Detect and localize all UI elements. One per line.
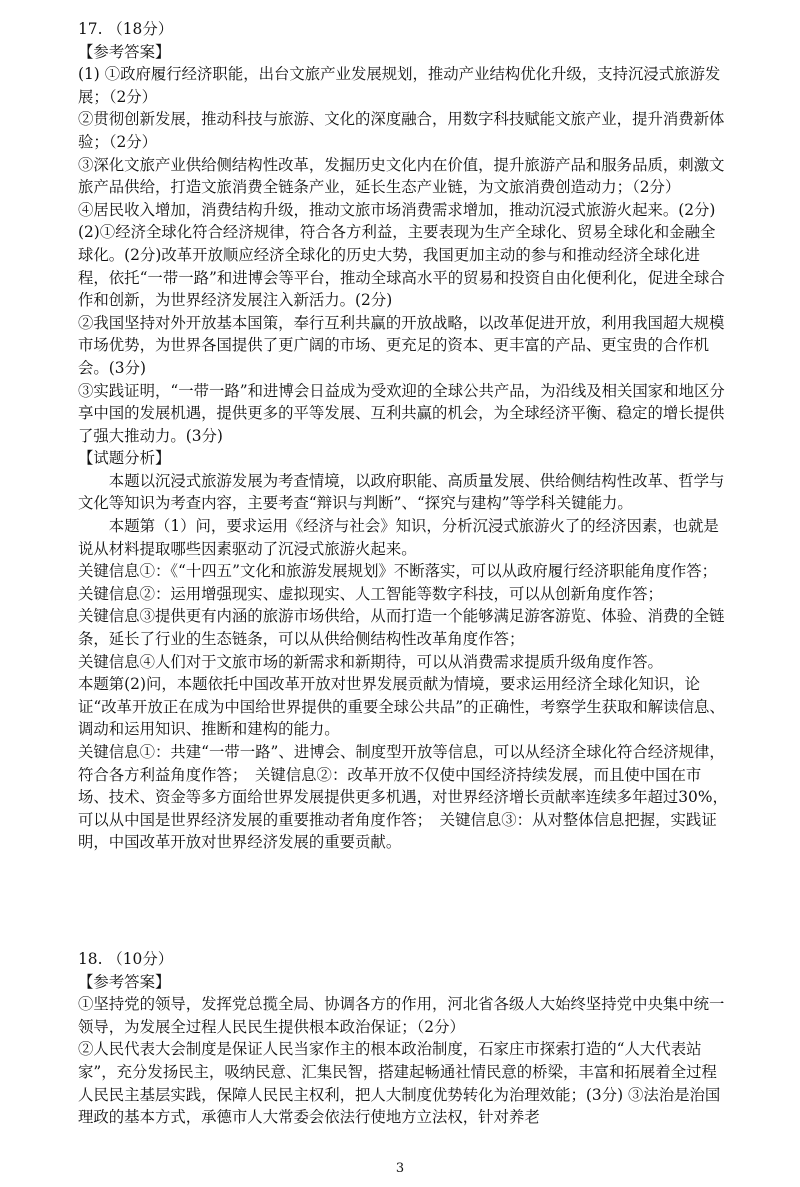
question-17-section xyxy=(78,18,728,854)
analysis-paragraph: 本题第(2)问，本题依托中国改革开放对世界发展贡献为情境，要求运用经济全球化知识，论证“改革开放正在成为中国给世界提供的重要全球公共品”的正确性，考察学生获取和解读信息、调动和运用知识、推断和建构的能力。 xyxy=(78,675,725,739)
answer-paragraph: (1) ①政府履行经济职能，出台文旅产业发展规划，推动产业结构优化升级，支持沉浸式旅游发展；（2分） xyxy=(78,65,721,106)
analysis-paragraph: 本题以沉浸式旅游发展为考查情境，以政府职能、高质量发展、供给侧结构性改革、哲学与文化等知识为考查内容，主要考查“辩识与判断”、“探究与建构”等学科关键能力。 xyxy=(78,471,725,513)
answer-paragraph: ③深化文旅产业供给侧结构性改革，发掘历史文化内在价值，提升旅游产品和服务品质，刺激文旅产品供给，打造文旅消费全链条产业，延长生态产业链，为文旅消费创造动力；（2分） xyxy=(78,155,725,197)
question-18-section xyxy=(78,948,728,1129)
answer-label: 【参考答案】 xyxy=(78,972,171,991)
key-info-line: 关键信息④人们对于文旅市场的新需求和新期待，可以从消费需求提质升级角度作答。 xyxy=(78,652,663,671)
key-info-line: 关键信息③提供更有内涵的旅游市场供给，从而打造一个能够满足游客游览、体验、消费的全链条，延长了行业的生态链条，可以从供给侧结构性改革角度作答； xyxy=(78,607,725,649)
answer-paragraph: ④居民收入增加，消费结构升级，推动文旅市场消费需求增加，推动沉浸式旅游火起来。(2分) xyxy=(78,200,716,219)
answer-label: 【参考答案】 xyxy=(78,42,171,61)
key-info-line: 关键信息①：《“十四五”文化和旅游发展规划》不断落实，可以从政府履行经济职能角度作答； xyxy=(78,562,718,581)
answer-paragraph: ②人民代表大会制度是保证人民当家作主的根本政治制度，石家庄市探索打造的“人大代表站家”，充分发扬民主，吸纳民意、汇集民智，搭建起畅通社情民意的桥梁，丰富和拓展着全过程人民民主基层实践，保障人民民主权利，把人大制度优势转化为治理效能；(3分) ③法治是治国理政的基本方式，承德市人大常委会依法行使地方立法权，针对养老 xyxy=(78,1040,721,1127)
answer-paragraph: (2)①经济全球化符合经济规律，符合各方利益，主要表现为生产全球化、贸易全球化和金融全球化。(2分)改革开放顺应经济全球化的历史大势，我国更加主动的参与和推动经济全球化进程，依托“一带一路”和进博会等平台，推动全球高水平的贸易和投资自由化便利化，促进全球合作和创新，为世界经济发展注入新活力。(2分) xyxy=(78,223,725,310)
question-17-heading: 17. （18分） xyxy=(78,20,174,38)
key-info-line: 关键信息①：共建“一带一路”、进博会、制度型开放等信息，可以从经济全球化符合经济规律，符合各方利益角度作答； 关键信息②：改革开放不仅使中国经济持续发展，而且使中国在市场、技术、资金等多方面给世界发展提供更多机遇，对世界经济增长贡献率连续多年超过30%，可以从中国是世界经济发展的重要推动者角度作答； 关键信息③：从对整体信息把握，实践证明，中国改革开放对世界经济发展的重要贡献。 xyxy=(78,743,728,852)
key-info-line: 关键信息②：运用增强现实、虚拟现实、人工智能等数字科技，可以从创新角度作答； xyxy=(78,584,663,603)
question-18-heading: 18. （10分） xyxy=(78,950,174,968)
answer-paragraph: ②贯彻创新发展，推动科技与旅游、文化的深度融合，用数字科技赋能文旅产业，提升消费新体验；（2分） xyxy=(78,110,725,151)
answer-paragraph: ③实践证明，“一带一路”和进博会日益成为受欢迎的全球公共产品，为沿线及相关国家和地区分享中国的发展机遇，提供更多的平等发展、互利共赢的机会，为全球经济平衡、稳定的增长提供了强大推动力。(3分) xyxy=(78,381,725,445)
analysis-paragraph: 本题第（1）问，要求运用《经济与社会》知识，分析沉浸式旅游火了的经济因素，也就是说从材料提取哪些因素驱动了沉浸式旅游火起来。 xyxy=(78,517,719,558)
answer-paragraph: ①坚持党的领导，发挥党总揽全局、协调各方的作用，河北省各级人大始终坚持党中央集中统一领导，为发展全过程人民民生提供根本政治保证；（2分） xyxy=(78,995,725,1036)
analysis-label: 【试题分析】 xyxy=(78,449,171,468)
answer-paragraph: ②我国坚持对外开放基本国策，奉行互利共赢的开放战略，以改革促进开放，利用我国超大规模市场优势，为世界各国提供了更广阔的市场、更充足的资本、更丰富的产品、更宝贵的合作机会。(3分) xyxy=(78,313,725,377)
page-number: 3 xyxy=(395,1161,405,1176)
